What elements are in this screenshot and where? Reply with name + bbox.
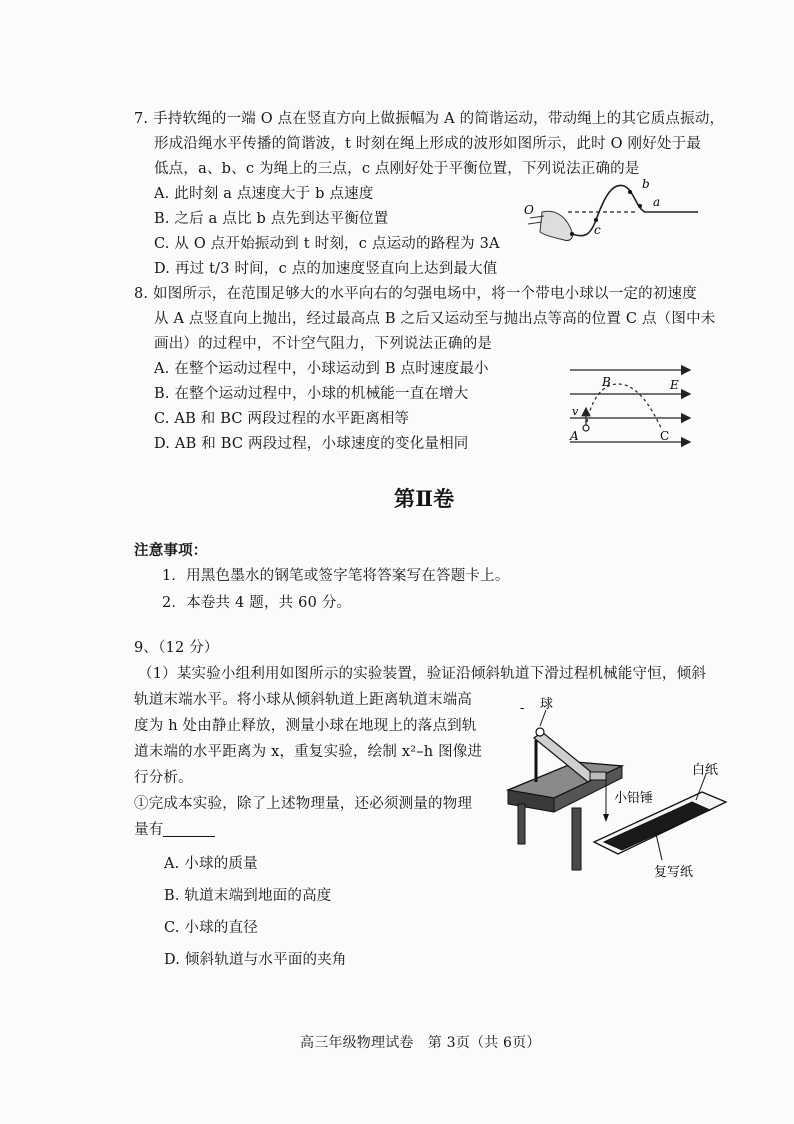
label-b: b xyxy=(642,177,650,191)
label-v: v xyxy=(572,405,579,418)
q7-option-a: A. 此时刻 a 点速度大于 b 点速度 xyxy=(154,186,374,202)
q9-line-2: 轨道末端水平。将小球从倾斜轨道上距离轨道末端高 xyxy=(134,692,473,708)
q7-line-2: 形成沿绳水平传播的简谐波，t 时刻在绳上形成的波形如图所示，此时 O 刚好处于最 xyxy=(154,136,702,152)
label-ball: 球 xyxy=(540,697,554,712)
q9-option-a: A. 小球的质量 xyxy=(164,856,258,872)
label-paper: 白纸 xyxy=(692,763,719,778)
table-leg xyxy=(572,808,581,870)
carbon-paper xyxy=(604,802,710,850)
q9-line-7 xyxy=(134,819,215,841)
q7-line-1: 7. 手持软绳的一端 O 点在竖直方向上做振幅为 A 的简谐运动，带动绳上的其它质点振动， xyxy=(134,111,725,127)
table-leg xyxy=(518,804,525,844)
q8-line-1: 8. 如图所示，在范围足够大的水平向右的匀强电场中，将一个带电小球以一定的初速度 xyxy=(134,286,697,302)
q8-line-2: 从 A 点竖直向上抛出，经过最高点 B 之后又运动至与抛出点等高的位置 C 点（图中未 xyxy=(154,311,716,327)
q7-line-3: 低点，a、b、c 为绳上的三点，c 点刚好处于平衡位置，下列说法正确的是 xyxy=(154,161,640,177)
q9-apparatus-figure xyxy=(506,694,728,888)
q8-option-a: A. 在整个运动过程中，小球运动到 B 点时速度最小 xyxy=(154,361,489,377)
notice-title: 注意事项： xyxy=(134,542,208,559)
answer-blank xyxy=(163,836,215,837)
q9-line-6: ①完成本实验，除了上述物理量，还必须测量的物理 xyxy=(134,796,473,812)
q9-option-b: B. 轨道末端到地面的高度 xyxy=(164,888,332,904)
q9-line-5: 行分析。 xyxy=(134,770,193,786)
label-e: E xyxy=(670,378,679,392)
hand-shape xyxy=(540,211,573,240)
notice-item-1: 1．用黑色墨水的钢笔或签字笔将答案写在答题卡上。 xyxy=(162,568,510,584)
label-carbon: 复写纸 xyxy=(654,865,694,880)
q9-apparatus-diagram xyxy=(506,694,728,884)
q9-line-1: （1）某实验小组利用如图所示的实验装置，验证沿倾斜轨道下滑过程机械能守恒，倾斜 xyxy=(138,666,707,682)
q9-option-c: C. 小球的直径 xyxy=(164,920,258,936)
label-a: a xyxy=(653,195,661,209)
q7-option-b: B. 之后 a 点比 b 点先到达平衡位置 xyxy=(154,211,389,227)
q9-line-3: 度为 h 处由静止释放，测量小球在地现上的落点到轨 xyxy=(134,718,477,734)
page-footer: 高三年级物理试卷 第 3页（共 6页） xyxy=(300,1035,541,1051)
q9-line-4: 道末端的水平距离为 x，重复实验，绘制 x²–h 图像进 xyxy=(134,744,483,760)
svg-text:-: - xyxy=(520,701,525,716)
label-c: C xyxy=(660,429,670,443)
q7-wave-diagram xyxy=(520,176,702,262)
section-title: 第Ⅱ卷 xyxy=(394,486,455,511)
label-a: A xyxy=(570,429,579,443)
label-b: B xyxy=(602,375,611,389)
q8-option-c: C. AB 和 BC 两段过程的水平距离相等 xyxy=(154,411,410,427)
wave-curve xyxy=(572,185,645,235)
ball-pointer xyxy=(540,710,546,726)
label-plumb: 小铅锤 xyxy=(614,791,654,806)
q7-option-d: D. 再过 t/3 时间，c 点的加速度竖直向上达到最大值 xyxy=(154,261,498,277)
label-o: O xyxy=(524,203,534,217)
point-o xyxy=(570,232,574,236)
q7-option-c: C. 从 O 点开始振动到 t 时刻，c 点运动的路程为 3A xyxy=(154,236,500,252)
hand-cuff xyxy=(528,222,542,224)
q8-field-figure xyxy=(566,360,696,460)
q8-line-3: 画出）的过程中，不计空气阻力，下列说法正确的是 xyxy=(154,336,493,352)
q8-option-b: B. 在整个运动过程中，小球的机械能一直在增大 xyxy=(154,386,469,402)
point-a xyxy=(638,204,642,208)
point-b xyxy=(628,190,632,194)
q9-option-d: D. 倾斜轨道与水平面的夹角 xyxy=(164,952,347,968)
carbon-pointer xyxy=(656,834,662,860)
notice-item-2: 2．本卷共 4 题，共 60 分。 xyxy=(162,595,352,611)
q9-line-7-text: 量有 xyxy=(134,822,164,838)
q7-wave-figure xyxy=(520,176,702,266)
label-c: c xyxy=(594,223,601,237)
ball xyxy=(536,728,544,736)
q8-field-diagram xyxy=(566,360,696,456)
trajectory-curve xyxy=(586,384,662,430)
q9-header: 9、（12 分） xyxy=(134,640,219,656)
ball-a xyxy=(583,425,589,431)
q8-option-d: D. AB 和 BC 两段过程，小球速度的变化量相同 xyxy=(154,436,469,452)
plumb-bob xyxy=(603,814,609,822)
point-c xyxy=(594,218,598,222)
track-end xyxy=(590,772,606,780)
